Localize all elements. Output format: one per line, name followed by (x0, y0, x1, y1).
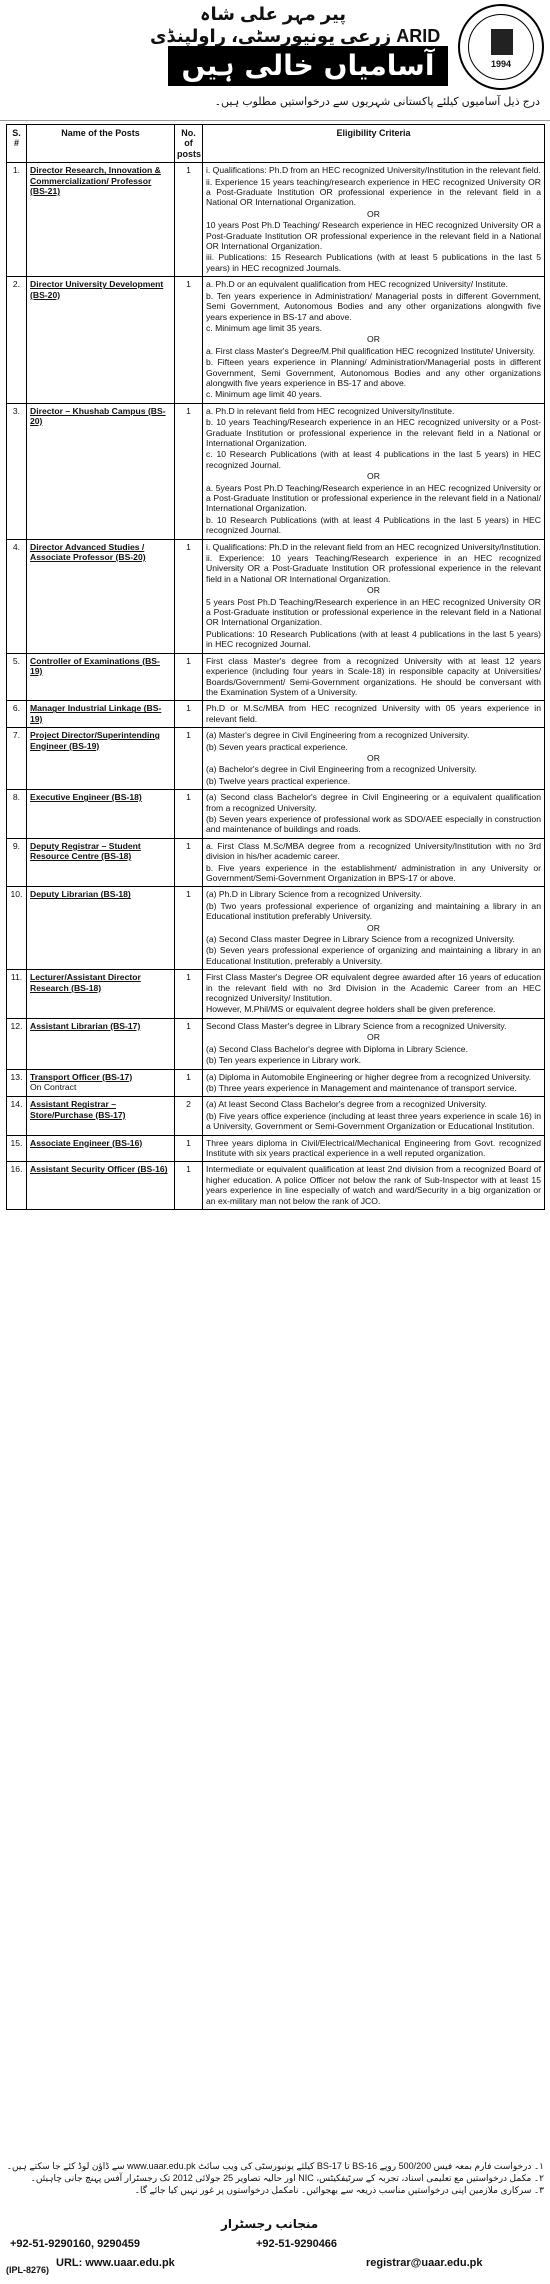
eligibility-criteria (203, 163, 545, 277)
eligibility-criteria (203, 887, 545, 970)
post-count: 1 (175, 1018, 203, 1069)
table-row (7, 728, 545, 790)
eligibility-criteria (203, 653, 545, 701)
ipl-reference: (IPL-8276) (6, 2265, 50, 2275)
criteria-line: Three years diploma in Civil/Electrical/Mechanical Engineering from Govt. recognized Institute with six years practical experience in a well reputed organization. (206, 1137, 541, 1158)
vacancies-banner: آسامیاں خالی ہیں (168, 46, 448, 86)
criteria-line: a. Ph.D or an equivalent qualification from HEC recognized University/ Institute. (206, 279, 508, 290)
criteria-line: b. Fifteen years experience in Planning/ Administration/Managerial posts in different Government, Semi Government, Autonomous Bodies and any other organizations alongwith five years experience in BS-17 and above. (206, 357, 541, 388)
post-name: Deputy Librarian (BS-18) (30, 889, 131, 900)
email-link[interactable]: registrar@uaar.edu.pk (366, 2257, 483, 2269)
table-row (7, 653, 545, 701)
criteria-line: b. Ten years experience in Administration/ Managerial posts in different Government, Semi Government, Autonomous Bodies and any other organizations alongwith five years experience in BS-17 and above. (206, 290, 541, 322)
footer-note-1: ۱۔ درخواست فارم بمعہ فیس 500/200 روپے BS-16 تا BS-17 کیلئے یونیورسٹی کی ویب سائٹ www.uaar.edu.pk سے ڈاؤن لوڈ کئے جا سکتے ہیں۔ (6, 2161, 544, 2171)
table-header-row (7, 125, 545, 163)
criteria-line: Publications: 10 Research Publications (with at least 4 publications in the last 5 years) in HEC recognized Journal. (206, 628, 541, 650)
post-count: 2 (175, 1097, 203, 1135)
criteria-line: First class Master's degree from a recognized University with at least 12 years experience (including four years in Scale-18) in responsible capacity at Universities/ Boards/Government/ Semi-Government organizations. He should be conversant with the Examination System of a University. (206, 655, 541, 697)
table-row (7, 970, 545, 1019)
criteria-line: c. 10 Research Publications (with at least 4 publications in the last 5 years) in HEC recognized Journal. (206, 449, 541, 470)
post-name-cell (27, 539, 175, 653)
post-serial-number: 3. (7, 403, 27, 539)
eligibility-criteria (203, 539, 545, 653)
post-serial-number: 11. (7, 970, 27, 1019)
criteria-line: (b) Twelve years practical experience. (206, 775, 351, 786)
table-row (7, 163, 545, 277)
logo-year: 1994 (490, 59, 512, 69)
criteria-line: ii. Experience: 10 years Teaching/Research experience in an HEC recognized University OR a Post-Graduate Institution OR professional experience in the relevant field in a National OR International Organization. (206, 553, 541, 584)
table-row (7, 838, 545, 887)
criteria-line: b. 10 Research Publications (with at least 4 Publications in the last 5 years) in HEC recognized Journal. (206, 514, 541, 536)
criteria-line: OR (367, 471, 380, 482)
criteria-line: OR (367, 752, 380, 763)
criteria-line: (a) At least Second Class Bachelor's degree from a recognized University. (206, 1099, 487, 1110)
eligibility-criteria (203, 701, 545, 728)
criteria-line: (a) Master's degree in Civil Engineering from a recognized University. (206, 730, 470, 741)
post-name: Project Director/Superintending Engineer (BS-19) (30, 730, 160, 751)
post-serial-number: 16. (7, 1162, 27, 1210)
post-name: Assistant Security Officer (BS-16) (30, 1164, 168, 1175)
post-count: 1 (175, 1135, 203, 1162)
criteria-line: OR (367, 334, 380, 345)
post-serial-number: 4. (7, 539, 27, 653)
footer-note-2: ۲۔ مکمل درخواستیں مع تعلیمی اسناد، تجربہ کے سرٹیفکیٹس، NIC اور حالیہ تصاویر 25 جولائی 2012 تک رجسٹرار آفس پہنچ جانی چاہیئں۔ (30, 2173, 544, 2183)
post-name: Director Research, Innovation & Commercialization/ Professor (BS-21) (30, 165, 161, 197)
post-name-cell (27, 1097, 175, 1135)
criteria-line: a. First Class M.Sc/MBA degree from a recognized University/Institution with no 3rd division in his/her academic career. (206, 840, 541, 862)
post-serial-number: 7. (7, 728, 27, 790)
post-serial-number: 9. (7, 838, 27, 887)
post-serial-number: 13. (7, 1069, 27, 1097)
post-serial-number: 1. (7, 163, 27, 277)
post-name-cell (27, 1069, 175, 1097)
post-name-cell (27, 701, 175, 728)
criteria-line: (a) Diploma in Automobile Engineering or higher degree from a recognized University. (206, 1071, 532, 1082)
criteria-line: However, M.Phil/MS or equivalent degree holders shall be given preference. (206, 1004, 496, 1015)
website-link[interactable]: URL: www.uaar.edu.pk (56, 2257, 175, 2269)
posts-table-body (7, 163, 545, 1210)
criteria-line: OR (367, 1032, 380, 1043)
criteria-line: (b) Two years professional experience of organizing and maintaining a library in an Educational institution preferably University. (206, 900, 541, 922)
eligibility-criteria (203, 728, 545, 790)
criteria-line: (a) Second class Bachelor's degree in Civil Engineering or a equivalent qualification from a recognized University. (206, 792, 541, 813)
post-count: 1 (175, 277, 203, 403)
post-name: Controller of Examinations (BS-19) (30, 655, 160, 677)
post-name-cell (27, 887, 175, 970)
criteria-line: a. First class Master's Degree/M.Phil qualification HEC recognized Institute/ University. (206, 345, 536, 356)
post-serial-number: 2. (7, 277, 27, 403)
post-count: 1 (175, 539, 203, 653)
post-name-cell (27, 277, 175, 403)
eligibility-criteria (203, 790, 545, 839)
post-name: Transport Officer (BS-17) (30, 1071, 133, 1082)
post-name-cell (27, 653, 175, 701)
post-name: Associate Engineer (BS-16) (30, 1137, 143, 1148)
post-count: 1 (175, 1162, 203, 1210)
criteria-line: Ph.D or M.Sc/MBA from HEC recognized University with 05 years experience in relevant field. (206, 703, 541, 724)
table-row (7, 701, 545, 728)
advert-footer (6, 2160, 544, 2275)
table-row (7, 1097, 545, 1135)
table-row (7, 1162, 545, 1210)
university-title-urdu: ARID زرعی یونیورسٹی، راولپنڈی (150, 26, 441, 46)
post-serial-number: 15. (7, 1135, 27, 1162)
criteria-line: a. Ph.D in relevant field from HEC recognized University/Institute. (206, 405, 455, 416)
logo-inner-ring (468, 14, 534, 80)
post-name-cell (27, 1162, 175, 1210)
criteria-line: (b) Seven years practical experience. (206, 741, 348, 752)
criteria-line: ii. Experience 15 years teaching/research experience in HEC recognized University OR a Post-Graduate Institution OR professional experience in the relevant field in a National OR International Organization. (206, 176, 541, 208)
criteria-line: OR (367, 585, 380, 596)
post-name: Director – Khushab Campus (BS-20) (30, 405, 166, 427)
criteria-line: (b) Ten years experience in Library work. (206, 1055, 362, 1066)
criteria-line: i. Qualifications: Ph.D from an HEC recognized University/Institution in the relevant field. (206, 165, 541, 176)
header-eligibility: Eligibility Criteria (203, 125, 545, 163)
post-name: Director University Development (BS-20) (30, 279, 164, 300)
advert-header (0, 0, 550, 121)
logo-emblem-icon (491, 29, 513, 55)
post-name-cell (27, 163, 175, 277)
post-serial-number: 14. (7, 1097, 27, 1135)
criteria-line: (b) Seven years professional experience of organizing and maintaining a library in an Educational Institution, preferably a University. (206, 945, 541, 966)
post-name: Manager Industrial Linkage (BS-19) (30, 703, 162, 724)
post-name-cell (27, 1135, 175, 1162)
criteria-line: (b) Three years experience in Management and maintenance of transport service. (206, 1082, 517, 1093)
post-count: 1 (175, 1069, 203, 1097)
table-row (7, 403, 545, 539)
post-count: 1 (175, 403, 203, 539)
eligibility-criteria (203, 970, 545, 1019)
criteria-line: 5 years Post Ph.D Teaching/Research experience in an HEC recognized University OR a Post-Graduate institution or professional experience in the relevant field in a National OR International Organization. (206, 596, 541, 628)
criteria-line: Second Class Master's degree in Library Science from a recognized University. (206, 1020, 507, 1031)
phone-numbers: +92-51-9290160, 9290459 (10, 2238, 140, 2250)
table-row (7, 1018, 545, 1069)
post-name: Executive Engineer (BS-18) (30, 792, 142, 803)
criteria-line: c. Minimum age limit 40 years. (206, 389, 323, 400)
eligibility-criteria (203, 403, 545, 539)
table-row (7, 277, 545, 403)
criteria-line: (a) Ph.D in Library Science from a recognized University. (206, 889, 422, 900)
intro-text: درج ذیل آسامیوں کیلئے پاکستانی شہریوں سے درخواستیں مطلوب ہیں۔ (214, 96, 540, 108)
post-name: Director Advanced Studies / Associate Professor (BS-20) (30, 541, 146, 563)
criteria-line: OR (367, 922, 380, 933)
criteria-line: 10 years Post Ph.D Teaching/ Research experience in HEC recognized University OR a Post-Graduate Institution OR professional experience in the relevant field in a National OR International Organization. (206, 220, 541, 252)
post-count: 1 (175, 970, 203, 1019)
post-count: 1 (175, 790, 203, 839)
criteria-line: OR (367, 208, 380, 219)
post-serial-number: 6. (7, 701, 27, 728)
header-sno: S. # (7, 125, 27, 163)
table-row (7, 1135, 545, 1162)
eligibility-criteria (203, 838, 545, 887)
post-count: 1 (175, 728, 203, 790)
post-name-cell (27, 728, 175, 790)
registrar-signature: منجانب رجسٹرار (221, 2217, 319, 2231)
post-count: 1 (175, 701, 203, 728)
footer-note-3: ۳۔ سرکاری ملازمین اپنی درخواستیں مناسب ذریعہ سے بھجوائیں۔ نامکمل درخواستوں پر غور نہیں کیا جائے گا۔ (134, 2185, 544, 2195)
header-post-name: Name of the Posts (27, 125, 175, 163)
table-row (7, 790, 545, 839)
criteria-line: (a) Second Class master Degree in Library Science from a recognized University. (206, 934, 515, 945)
post-name: Assistant Librarian (BS-17) (30, 1020, 141, 1031)
post-count: 1 (175, 838, 203, 887)
criteria-line: a. 5years Post Ph.D Teaching/Research experience in an HEC recognized University or a Post-Graduate Institution or professional experience in the relevant field in a National/ International Organization. (206, 482, 541, 514)
criteria-line: (a) Second Class Bachelor's degree with Diploma in Library Science. (206, 1043, 468, 1054)
criteria-line: b. Five years experience in the establishment/ administration in any University or Government/Semi-Government Organization in BPS-17 or above. (206, 862, 541, 883)
criteria-line: c. Minimum age limit 35 years. (206, 322, 323, 333)
criteria-line: (a) Bachelor's degree in Civil Engineering from a recognized University. (206, 764, 477, 775)
table-row (7, 887, 545, 970)
post-name-cell (27, 970, 175, 1019)
criteria-line: b. 10 years Teaching/Research experience in an HEC recognized university or a Post-Graduate Institution or professional experience in the relevant field in a National or International Organization. (206, 417, 541, 448)
post-name: Lecturer/Assistant Director Research (BS-18) (30, 972, 141, 993)
university-logo-icon (458, 4, 544, 90)
post-name-cell (27, 838, 175, 887)
post-count: 1 (175, 887, 203, 970)
post-serial-number: 8. (7, 790, 27, 839)
eligibility-criteria (203, 1135, 545, 1162)
eligibility-criteria (203, 1018, 545, 1069)
post-name: Assistant Registrar – Store/Purchase (BS-17) (30, 1099, 126, 1120)
post-note: On Contract (30, 1081, 77, 1092)
criteria-line: i. Qualifications: Ph.D in the relevant field from an HEC recognized University/Institution. (206, 541, 541, 552)
university-name-urdu: پیر مہر علی شاہ (200, 4, 347, 24)
post-serial-number: 12. (7, 1018, 27, 1069)
post-count: 1 (175, 653, 203, 701)
post-serial-number: 5. (7, 653, 27, 701)
table-row (7, 1069, 545, 1097)
eligibility-criteria (203, 1097, 545, 1135)
post-serial-number: 10. (7, 887, 27, 970)
eligibility-criteria (203, 1162, 545, 1210)
post-count: 1 (175, 163, 203, 277)
criteria-line: Intermediate or equivalent qualification at least 2nd division from a recognized Board of higher education. A police Officer not below the rank of Sub-Inspector with at least 15 years experience in line especially of watch and ward/Security in a big organization or an ex-military man not below the rank of JCO. (206, 1164, 541, 1206)
criteria-line: (b) Five years office experience (including at least three years experience in scale 16) in a University, Government or Semi-Government Organization or Educational Institution. (206, 1110, 541, 1132)
post-name-cell (27, 790, 175, 839)
table-row (7, 539, 545, 653)
post-name: Deputy Registrar – Student Resource Centre (BS-18) (30, 840, 141, 862)
criteria-line: First Class Master's Degree OR equivalent degree awarded after 16 years of education in the relevant field with no 3rd Division in the Academic Career from an HEC recognized University/ Institution. (206, 972, 541, 1004)
eligibility-criteria (203, 1069, 545, 1097)
header-no-of-posts: No. of posts (175, 125, 203, 163)
posts-table (6, 124, 545, 1210)
fax-number: +92-51-9290466 (256, 2238, 338, 2250)
criteria-line: (b) Seven years experience of professional work as SDO/AEE especially in construction and maintenance of buildings and roads. (206, 813, 541, 835)
post-name-cell (27, 403, 175, 539)
eligibility-criteria (203, 277, 545, 403)
post-name-cell (27, 1018, 175, 1069)
criteria-line: iii. Publications: 15 Research Publications (with at least 5 publications in the last 5 years) in HEC recognized Journals. (206, 252, 541, 273)
